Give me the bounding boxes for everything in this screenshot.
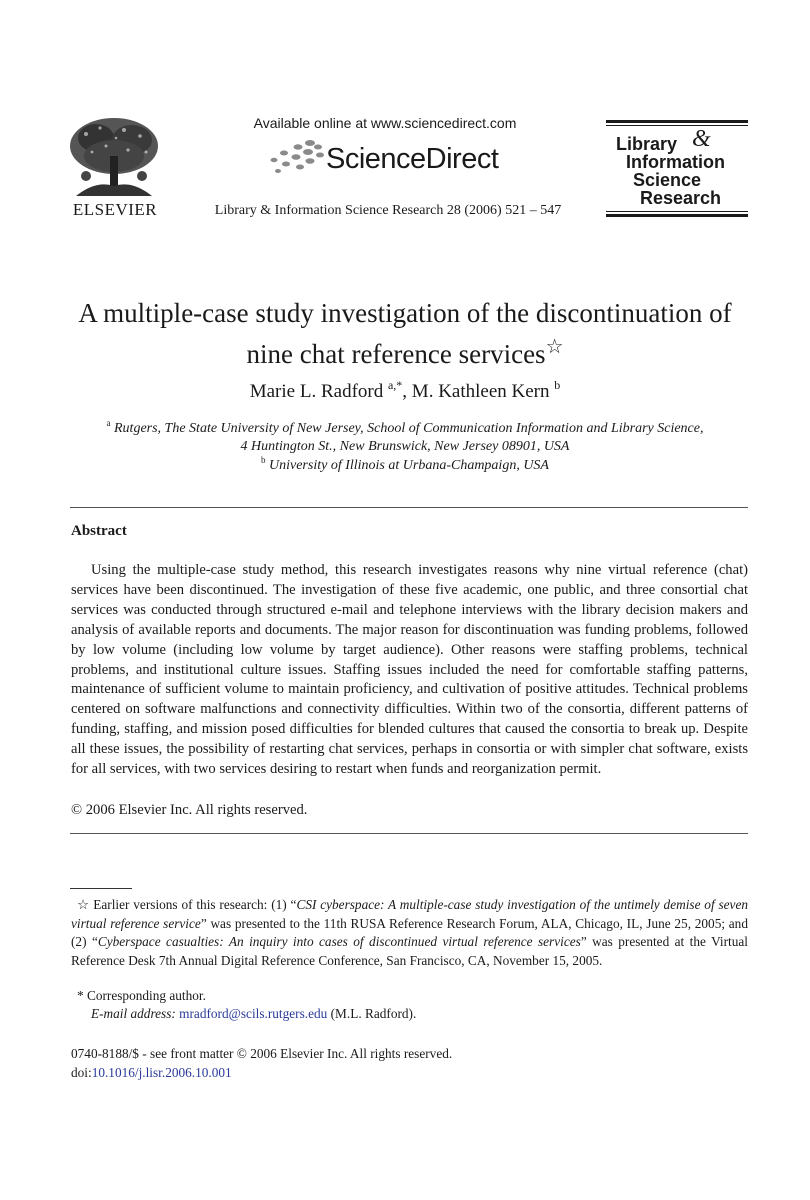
title-line: nine chat reference services [246,339,546,369]
available-online-text: Available online at www.sciencedirect.com [253,115,517,131]
email-label: E-mail address: [91,1006,176,1021]
journal-logo [606,120,748,220]
author-list [40,378,770,403]
abstract-heading: Abstract [71,523,127,539]
title-line: A multiple-case study investigation of the discontinuation of [78,298,732,328]
sciencedirect-dots-icon [266,138,326,176]
author-affiliation-mark: a,* [387,378,403,392]
email-suffix: (M.L. Radford). [327,1006,417,1021]
affiliation-text: University of Illinois at Urbana-Champaign, USA [269,458,549,473]
footnote-text: Earlier versions of this research: (1) “ [93,897,297,912]
affiliation-label: a [106,418,111,428]
footnote-text: ” was presented to the 11th RUSA Reference Research Forum, ALA, Chicago, IL, June 25, 2005; and (2) “ [71,915,748,949]
sciencedirect-wordmark: ScienceDirect [326,143,499,175]
author-name[interactable]: Marie L. Radford [249,381,384,402]
affiliation-a [40,420,770,439]
footnote-divider [70,888,132,889]
abstract-paragraph: Using the multiple-case study method, this research investigates reasons why nine virtual reference (chat) services have been discontinued. The investigation of these five academic, one public, and three consortial chat services was conducted through structured e-mail and telephone interviews with the library decision makers and analysis of available reports and documents. The major reason for discontinuation was funding problems, followed by low volume (including low volume by target audience). Other reasons were staffing problems, technical problems, and institutional culture issues. Staffing issues included the need for comfortable staffing patterns, maintenance of sufficient volume to maintain proficiency, and cultivation of positive attitudes. Technical problems centered on software malfunctions and connectivity difficulties. Within two of the consortia, different patterns of funding, staffing, and mission posed difficulties for blended cultures that caused the consortia to break up. Despite all these issues, the possibility of restarting chat services, perhaps in consortia or with simpler chat software, exists for all services, with two services desiring to restart when funds and reorganization permit. [71,562,748,778]
affiliation-a-line2: 4 Huntington St., New Brunswick, New Jersey 08901, USA [240,439,570,454]
title-star-note-icon[interactable]: ☆ [545,336,564,358]
footnote-star [71,896,748,970]
divider [70,833,748,834]
footnote-title: Cyberspace casualties: An inquiry into cases of discontinued virtual reference services [97,934,581,949]
article-title [40,296,770,371]
journal-logo-line: Information [626,152,725,172]
journal-logo-line: Science [633,170,702,190]
doi-label: doi: [71,1065,92,1080]
divider [70,507,748,508]
affiliation-text: Rutgers, The State University of New Jersey, School of Communication Information and Library Science, [114,421,704,436]
affiliation-label: b [261,455,266,465]
corresponding-author-note: * Corresponding author. [77,988,206,1003]
affiliation-b [40,457,770,476]
publisher-name: ELSEVIER [72,200,158,219]
abstract-copyright: © 2006 Elsevier Inc. All rights reserved. [71,802,308,818]
journal-logo-line: Library [616,134,678,154]
journal-citation: Library & Information Science Research 28 (2006) 521 – 547 [214,203,562,218]
journal-logo-line: Research [640,188,722,208]
journal-logo-ampersand: & [692,126,711,152]
abstract-body [71,561,748,780]
elsevier-tree-logo [66,116,162,200]
footnote-title: CSI cyberspace: A multiple-case study investigation of the untimely demise of seven virtual reference service [71,897,749,931]
doi-link[interactable]: 10.1016/j.lisr.2006.10.001 [91,1065,232,1080]
footnote-star-icon: ☆ [77,897,90,912]
issn-line: 0740-8188/$ - see front matter © 2006 Elsevier Inc. All rights reserved. [71,1046,453,1061]
doi-line [71,1065,232,1081]
author-affiliation-mark: b [554,378,561,392]
email-note [91,1006,416,1022]
email-link[interactable]: mradford@scils.rutgers.edu [179,1006,328,1021]
author-separator: , [402,381,412,402]
footnote-text: ” was presented at the Virtual Reference Desk 7th Annual Digital Reference Conference, San Francisco, CA, November 15, 2005. [71,934,748,968]
author-name[interactable]: M. Kathleen Kern [411,381,550,402]
